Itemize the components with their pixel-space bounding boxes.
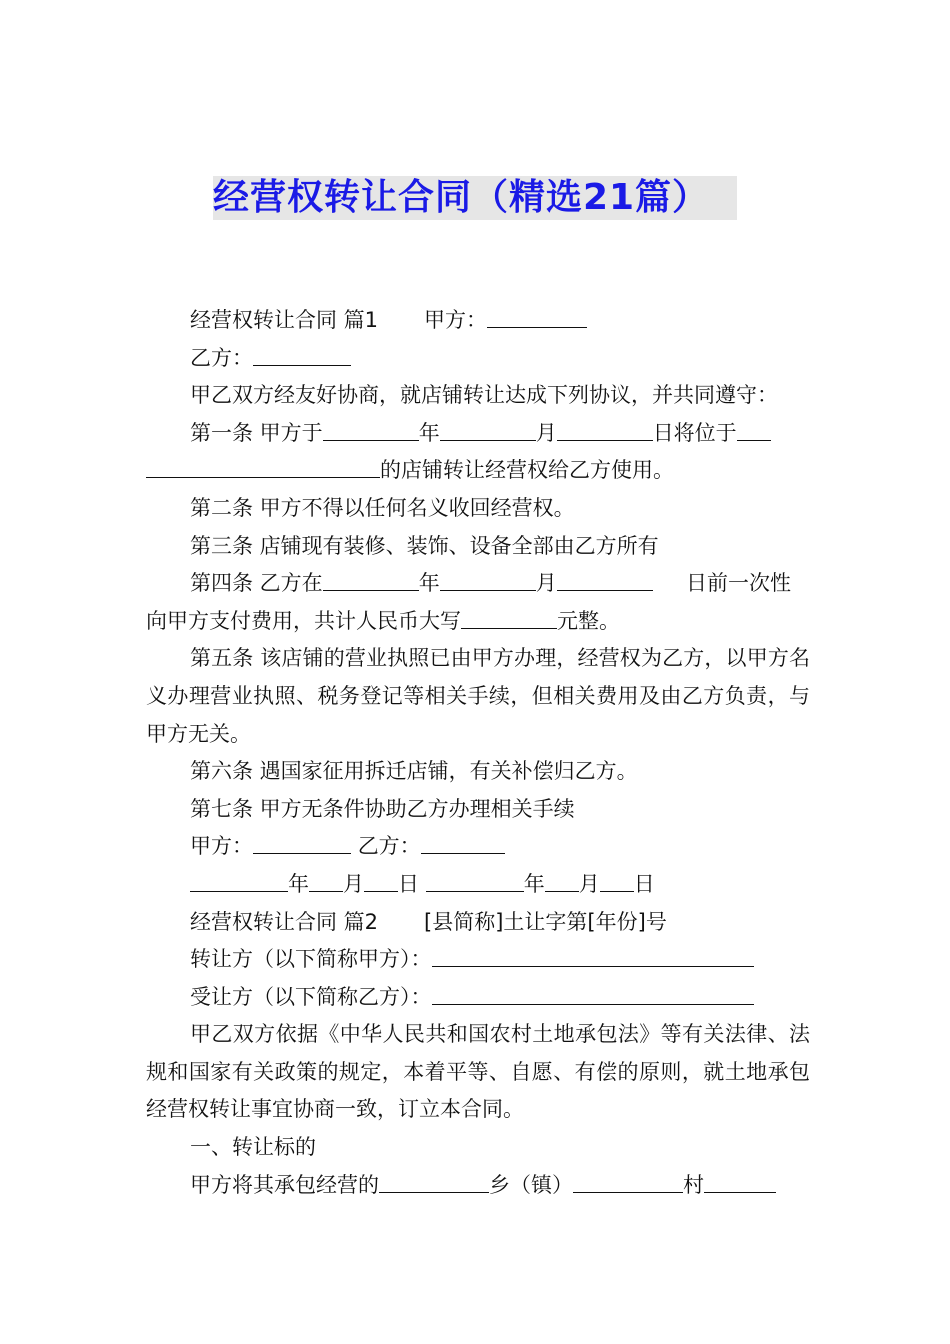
paragraph	[146, 302, 810, 340]
paragraph	[146, 979, 810, 1017]
party-b-label: 乙方：	[190, 345, 253, 370]
blank-line	[426, 869, 524, 892]
blank-line	[440, 568, 536, 591]
party-a-label: 甲方：	[190, 834, 253, 859]
paragraph	[146, 377, 810, 415]
article-1-start: 第一条 甲方于	[190, 420, 323, 445]
blank-line	[573, 1170, 683, 1193]
blank-line	[190, 869, 288, 892]
article-1-end: 的店铺转让经营权给乙方使用。	[380, 458, 674, 483]
blank-line	[432, 944, 754, 967]
blank-line	[545, 869, 579, 892]
paragraph	[146, 490, 810, 528]
blank-line	[461, 606, 557, 629]
intro-text: 甲乙双方经友好协商，就店铺转让达成下列协议，并共同遵守：	[190, 383, 778, 408]
blank-line	[323, 568, 419, 591]
month-label: 月	[343, 871, 364, 896]
paragraph	[146, 1129, 810, 1167]
paragraph	[146, 603, 810, 641]
paragraph	[146, 640, 810, 753]
article-3: 第三条 店铺现有装修、装饰、设备全部由乙方所有	[190, 533, 659, 558]
day-label: 日	[398, 871, 419, 896]
blank-line	[323, 418, 419, 441]
document-title: 经营权转让合同（精选21篇）	[213, 176, 737, 220]
article-4-mid: 日前一次性	[686, 571, 791, 596]
blank-line	[309, 869, 343, 892]
year-label: 年	[418, 420, 440, 445]
year-label: 年	[288, 871, 309, 896]
blank-line	[379, 1170, 489, 1193]
section-1-text: 甲方将其承包经营的	[190, 1172, 379, 1197]
village-label: 村	[683, 1172, 704, 1197]
paragraph	[146, 528, 810, 566]
contract-preamble: 甲乙双方依据《中华人民共和国农村土地承包法》等有关法律、法规和国家有关政策的规定，本着平等、自愿、有偿的原则，就土地承包经营权转让事宜协商一致，订立本合同。	[146, 1022, 810, 1122]
paragraph	[146, 1016, 810, 1129]
blank-line	[432, 982, 754, 1005]
blank-line	[487, 305, 587, 328]
paragraph	[146, 753, 810, 791]
article-6: 第六条 遇国家征用拆迁店铺，有关补偿归乙方。	[190, 759, 638, 784]
blank-line	[440, 418, 536, 441]
document-number: [县简称]土让字第[年份]号	[424, 909, 667, 934]
blank-line	[600, 869, 634, 892]
document-body	[146, 302, 810, 1204]
section-heading-2: 经营权转让合同 篇2	[190, 909, 379, 934]
blank-line	[557, 418, 653, 441]
blank-line	[253, 343, 351, 366]
paragraph	[146, 415, 810, 453]
paragraph	[146, 904, 810, 942]
article-4-cont: 向甲方支付费用，共计人民币大写	[146, 608, 461, 633]
township-label: 乡（镇）	[489, 1172, 573, 1197]
section-heading-1: 经营权转让合同 篇1	[190, 308, 379, 332]
transferor-label: 转让方（以下简称甲方）：	[190, 947, 432, 972]
year-label: 年	[523, 871, 545, 896]
month-label: 月	[578, 871, 600, 896]
article-5: 第五条 该店铺的营业执照已由甲方办理，经营权为乙方，以甲方名义办理营业执照、税务登记等相关手续，但相关费用及由乙方负责，与甲方无关。	[146, 646, 810, 746]
paragraph	[146, 340, 810, 378]
blank-line	[146, 455, 380, 478]
transferee-label: 受让方（以下简称乙方）：	[190, 984, 432, 1009]
article-4-end: 元整。	[557, 608, 620, 633]
month-label: 月	[535, 571, 557, 596]
section-1-heading: 一、转让标的	[190, 1135, 316, 1160]
paragraph	[146, 452, 810, 490]
article-4-start: 第四条 乙方在	[190, 571, 323, 596]
blank-line	[364, 869, 398, 892]
month-label: 月	[535, 420, 557, 445]
paragraph	[146, 941, 810, 979]
blank-line	[557, 568, 653, 591]
paragraph	[146, 791, 810, 829]
year-label: 年	[418, 571, 440, 596]
blank-line	[704, 1170, 776, 1193]
article-7: 第七条 甲方无条件协助乙方办理相关手续	[190, 796, 575, 821]
day-label: 日	[633, 871, 655, 896]
paragraph	[146, 828, 810, 866]
day-location-label: 日将位于	[652, 420, 737, 445]
title-container	[0, 176, 950, 220]
blank-line	[737, 418, 771, 441]
party-a-label: 甲方：	[424, 308, 488, 332]
paragraph	[146, 866, 810, 904]
article-2: 第二条 甲方不得以任何名义收回经营权。	[190, 495, 575, 520]
paragraph	[146, 1167, 810, 1205]
blank-line	[253, 831, 351, 854]
party-b-label: 乙方：	[357, 834, 421, 859]
blank-line	[421, 831, 505, 854]
